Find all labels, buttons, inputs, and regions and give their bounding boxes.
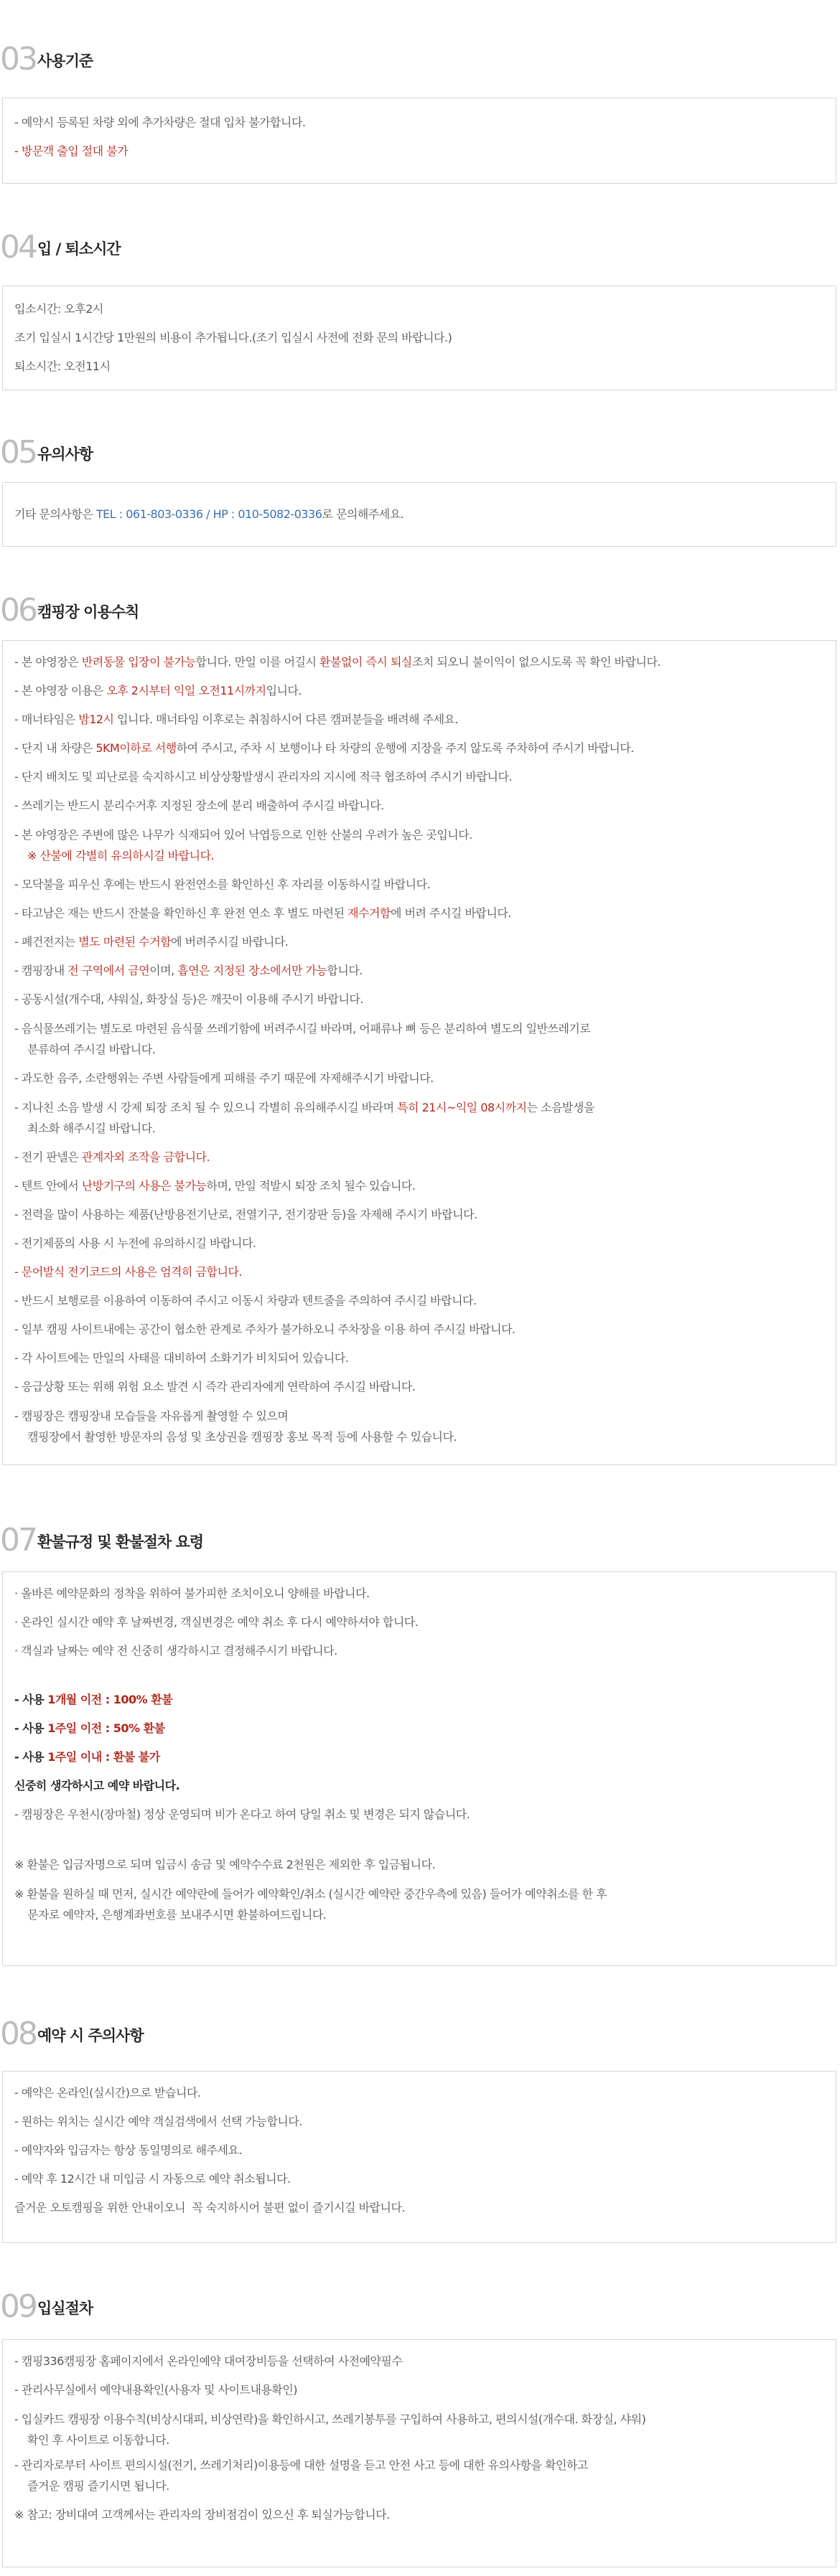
rule-line: [14, 677, 824, 705]
procedure-step: - 관리자로부터 사이트 편의시설(전기, 쓰레기처리)이용등에 대한 설명을 듣고 안전 사고 등에 대한 유의사항을 확인하고: [14, 2458, 588, 2472]
section-number: 07: [0, 1522, 36, 1559]
procedure-step-cont: 즐거운 캠핑 즐기시면 됩니다.: [27, 2479, 169, 2493]
rule-text: - 본 야영장은 주변에 많은 나무가 식재되어 있어 낙엽등으로 인한 산불의 우려가 높은 곳입니다.: [14, 828, 472, 842]
section-header: [0, 594, 840, 627]
checkout-time: 퇴소시간: 오전11시: [14, 359, 111, 373]
rule-text: - 전력을 많이 사용하는 제품(난방용전기난로, 전열기구, 전기장판 등)을 자제해 주시기 바랍니다.: [14, 1208, 477, 1221]
section-header: [0, 436, 840, 469]
rule-text: 조치 되오니 불이익이 없으시도록 꼭 확인 바랍니다.: [411, 655, 661, 669]
rule-highlight: 난방기구의 사용은 불가능: [81, 1179, 207, 1193]
rule-line: [14, 1406, 824, 1426]
section-title: 환불규정 및 환불절차 요령: [37, 1533, 204, 1551]
rule-text: 하여 주시고, 주차 시 보행이나 타 차량의 운행에 지장을 주지 않도록 주차하여 주시기 바랍니다.: [176, 741, 634, 755]
rule-text: - 반드시 보행로를 이용하여 이동하여 주시고 이동시 차량과 텐트줄을 주의하여 주시길 바랍니다.: [14, 1294, 477, 1307]
checkin-time: 입소시간: 오후2시: [14, 302, 103, 316]
rule-line: [14, 870, 824, 899]
rule-line: [14, 1229, 824, 1258]
rule-highlight: 오후 2시부터 익일 오전11시까지: [106, 684, 266, 697]
rule-line: [14, 956, 824, 985]
section-header: [0, 2018, 840, 2051]
section-number: 06: [0, 592, 36, 629]
section-refund-policy: [0, 1522, 840, 1922]
section-camp-rules: [0, 592, 840, 1444]
rule-text: - 본 야영장은: [14, 655, 82, 669]
rule-text: - 캠핑장은 캠핑장내 모습들을 자유롭게 촬영할 수 있으며: [14, 1409, 289, 1423]
rule-line: [14, 1287, 824, 1315]
early-checkin-note: 조기 입실시 1시간당 1만원의 비용이 추가됩니다.(조기 입실시 사전에 전화 문의 바랍니다.): [14, 331, 452, 344]
rule-text: - 과도한 음주, 소란행위는 주변 사람들에게 피해를 주기 때문에 자제해주시기 바랍니다.: [14, 1071, 434, 1085]
refund-intro: · 온라인 실시간 예약 후 날짜변경, 객실변경은 예약 취소 후 다시 예약하셔야 합니다.: [14, 1615, 419, 1629]
rule-line: [14, 1344, 824, 1373]
refund-intro: · 객실과 날짜는 예약 전 신중히 생각하시고 결정해주시기 바랍니다.: [14, 1644, 337, 1658]
section-number: 05: [0, 434, 36, 471]
section-title: 예약 시 주의사항: [37, 2027, 144, 2044]
rules-box: [2, 640, 836, 1465]
reservation-note: - 예약 후 12시간 내 미입금 시 자동으로 예약 취소됩니다.: [14, 2172, 291, 2186]
rule-line: [14, 1018, 824, 1039]
rule-text: - 단지 배치도 및 피난로를 숙지하시고 비상상황발생시 관리자의 지시에 적극 협조하여 주시기 바랍니다.: [14, 770, 513, 784]
section-box: [2, 482, 836, 547]
refund-tier: - 사용 1개월 이전 : 100% 환불: [14, 1693, 173, 1706]
rule-continuation: 분류하여 주시길 바랍니다.: [27, 1043, 156, 1056]
refund-note-cont: 문자로 예약자, 은행계좌번호를 보내주시면 환불하여드립니다.: [27, 1908, 327, 1922]
section-box: [2, 2339, 836, 2567]
rule-text: - 본 야영장 이용은: [14, 684, 107, 697]
section-title: 캠핑장 이용수칙: [37, 603, 139, 621]
rule-line: - 예약시 등록된 차량 외에 추가차량은 절대 입차 불가합니다.: [14, 116, 306, 129]
section-box: [2, 1571, 836, 1966]
rule-text: - 매너타임은: [14, 713, 79, 726]
rule-highlight: 환불없이 즉시 퇴실: [319, 655, 412, 669]
rule-text: - 음식물쓰레기는 별도로 마련된 음식물 쓰레기함에 버려주시길 바라며, 어패류나 뼈 등은 분리하여 별도의 일반쓰레기로: [14, 1022, 591, 1035]
rule-text: - 공동시설(개수대, 샤워실, 화장실 등)은 깨끗이 이용해 주시기 바랍니다.: [14, 992, 363, 1006]
procedure-step: - 입실카드 캠핑장 이용수칙(비상시대피, 비상연락)을 확인하시고, 쓰레기봉투를 구입하여 사용하고, 편의시설(개수대. 화장실, 샤워): [14, 2412, 646, 2426]
rule-line: [14, 1200, 824, 1229]
contact-numbers[interactable]: TEL : 061-803-0336 / HP : 010-5082-0336: [95, 507, 322, 521]
rule-line: [14, 1143, 824, 1172]
rule-text: - 전기 판넬은: [14, 1150, 82, 1164]
rule-text: 이며,: [149, 964, 178, 977]
rule-line: [14, 1172, 824, 1200]
rule-text: 에 버려 주시길 바랍니다.: [390, 906, 511, 920]
rule-text: - 캠핑장내: [14, 964, 68, 977]
weather-notice: - 캠핑장은 우천시(장마철) 정상 운영되며 비가 온다고 하여 당일 취소 및 변경은 되지 않습니다.: [14, 1808, 470, 1821]
section-number: 04: [0, 229, 36, 265]
careful-notice: 신중히 생각하시고 예약 바랍니다.: [14, 1779, 180, 1792]
rule-text: - 쓰레기는 반드시 분리수거후 지정된 장소에 분리 배출하여 주시길 바랍니다.: [14, 799, 384, 812]
section-header: [0, 231, 840, 264]
section-number: 08: [0, 2016, 36, 2052]
rule-highlight: 5KM이하로 서행: [95, 741, 177, 755]
rule-line: - 방문객 출입 절대 불가: [14, 144, 129, 158]
rule-highlight: 밤12시: [78, 713, 114, 726]
section-box: [2, 286, 836, 390]
section-title: 입 / 퇴소시간: [37, 240, 121, 258]
section-header: [0, 2290, 840, 2323]
refund-note: ※ 환불은 입금자명으로 되며 입금시 송금 및 예약수수료 2천원은 제외한 후 입금됩니다.: [14, 1858, 436, 1871]
rule-continuation: 최소화 해주시길 바랍니다.: [27, 1122, 156, 1135]
rule-line: [14, 791, 824, 820]
rule-text: - 지나친 소음 발생 시 강제 퇴장 조치 될 수 있으니 각별히 유의해주시길 바라며: [14, 1101, 398, 1114]
rule-text: - 응급상황 또는 위해 위험 요소 발견 시 즉각 관리자에게 연락하여 주시길 바랍니다.: [14, 1380, 416, 1393]
rule-text: - 일부 캠핑 사이트내에는 공간이 협소한 관계로 주차가 불가하오니 주차장을 이용 하여 주시길 바랍니다.: [14, 1322, 515, 1336]
rule-text: - 텐트 안에서: [14, 1179, 82, 1193]
section-title: 사용기준: [37, 52, 93, 70]
contact-line: [14, 500, 824, 529]
rule-text: 는 소음발생을: [526, 1101, 594, 1114]
rule-continuation: 캠핑장에서 촬영한 방문자의 음성 및 초상권을 캠핑장 홍보 목적 등에 사용할 수 있습니다.: [27, 1430, 457, 1444]
refund-tier: - 사용 1주일 이내 : 환불 불가: [14, 1750, 160, 1764]
refund-intro: · 올바른 예약문화의 정착을 위하여 불가피한 조치이오니 양해를 바랍니다.: [14, 1587, 370, 1600]
section-header: [0, 1524, 840, 1557]
section-notice: [0, 434, 840, 521]
rule-highlight: 흡연은 지정된 장소에서만 가능: [177, 964, 327, 977]
rule-line: [14, 928, 824, 956]
rule-highlight: 반려동물 입장이 불가능: [81, 655, 196, 669]
rule-line: [14, 985, 824, 1014]
rule-text: - 모닥불을 피우신 후에는 반드시 완전연소를 확인하신 후 자리를 이동하시길 바랍니다.: [14, 878, 431, 891]
section-box: [2, 2071, 836, 2243]
rule-line: [14, 1258, 824, 1287]
rule-text: - 단지 내 차량은: [14, 741, 96, 755]
procedure-step: ※ 참고: 장비대여 고객께서는 관리자의 장비점검이 있으신 후 퇴실가능합니다.: [14, 2508, 390, 2521]
rule-subnote: ※ 산불에 각별히 유의하시길 바랍니다.: [27, 849, 215, 862]
rule-text: 입니다. 매너타임 이후로는 취침하시어 다른 캠퍼분들을 배려해 주세요.: [113, 713, 459, 726]
reservation-note: - 예약자와 입금자는 항상 동일명의로 해주세요.: [14, 2143, 242, 2157]
procedure-step: - 관리사무실에서 예약내용확인(사용자 및 사이트내용확인): [14, 2383, 298, 2397]
rule-text: 하며, 만일 적발시 퇴장 조치 될수 있습니다.: [206, 1179, 416, 1193]
rule-line: [14, 734, 824, 763]
rule-text: 합니다. 만일 이를 어길시: [195, 655, 320, 669]
procedure-step-cont: 확인 후 사이트로 이동합니다.: [27, 2433, 169, 2447]
procedure-step: - 캠핑336캠핑장 홈페이지에서 온라인예약 대여장비등을 선택하여 사전예약필수: [14, 2354, 403, 2368]
section-header: [0, 43, 840, 76]
rule-highlight: 특히 21시~익일 08시까지: [397, 1101, 527, 1114]
section-checkin-time: [0, 229, 840, 373]
rule-line: [14, 824, 824, 845]
section-usage-standard: [0, 41, 840, 158]
rule-highlight: 전 구역에서 금연: [67, 964, 150, 977]
section-reservation-notes: [0, 2016, 840, 2214]
rule-text: - 각 사이트에는 만일의 사태를 대비하여 소화기가 비치되어 있습니다.: [14, 1351, 349, 1365]
section-number: 03: [0, 41, 36, 77]
section-title: 입실절차: [37, 2300, 93, 2317]
refund-note: ※ 환불을 원하실 때 먼저, 실시간 예약란에 들어가 예약확인/취소 (실시간 예약란 중간우측에 있음) 들어가 예약취소를 한 후: [14, 1887, 607, 1901]
rule-line: [14, 1315, 824, 1344]
contact-prefix: 기타 문의사항은: [14, 507, 96, 521]
section-checkin-procedure: [0, 2288, 840, 2521]
reservation-note: - 원하는 위치는 실시간 예약 객실검색에서 선택 가능합니다.: [14, 2115, 302, 2128]
reservation-note: - 예약은 온라인(실시간)으로 받습니다.: [14, 2086, 201, 2100]
rule-highlight: 문어발식 전기코드의 사용은 엄격히 금합니다.: [21, 1265, 242, 1279]
rule-line: [14, 1097, 824, 1118]
rule-text: 에 버려주시길 바랍니다.: [171, 935, 289, 949]
section-box: [2, 98, 836, 184]
contact-suffix: 로 문의해주세요.: [322, 507, 404, 521]
rule-text: - 폐건전지는: [14, 935, 79, 949]
rule-highlight: 별도 마련된 수거함: [78, 935, 172, 949]
rule-line: [14, 1064, 824, 1093]
rule-text: - 전기제품의 사용 시 누전에 유의하시길 바랍니다.: [14, 1236, 256, 1250]
rule-line: [14, 899, 824, 928]
rule-text: -: [14, 1265, 22, 1279]
rule-text: 입니다.: [266, 684, 302, 697]
rule-line: [14, 1373, 824, 1401]
section-title: 유의사항: [37, 446, 93, 463]
rule-line: [14, 648, 824, 677]
reservation-note: 즐거운 오토캠핑을 위한 안내이오니 꼭 숙지하시어 불편 없이 즐기시길 바랍니다.: [14, 2201, 405, 2214]
rule-text: - 타고남은 재는 반드시 잔불을 확인하신 후 완전 연소 후 별도 마련된: [14, 906, 348, 920]
rule-text: 합니다.: [327, 964, 363, 977]
rule-line: [14, 763, 824, 791]
rule-highlight: 재수거함: [347, 906, 391, 920]
rule-line: [14, 705, 824, 734]
rule-highlight: 관계자외 조작을 금합니다.: [81, 1150, 210, 1164]
section-number: 09: [0, 2288, 36, 2325]
refund-tier: - 사용 1주일 이전 : 50% 환불: [14, 1721, 165, 1735]
